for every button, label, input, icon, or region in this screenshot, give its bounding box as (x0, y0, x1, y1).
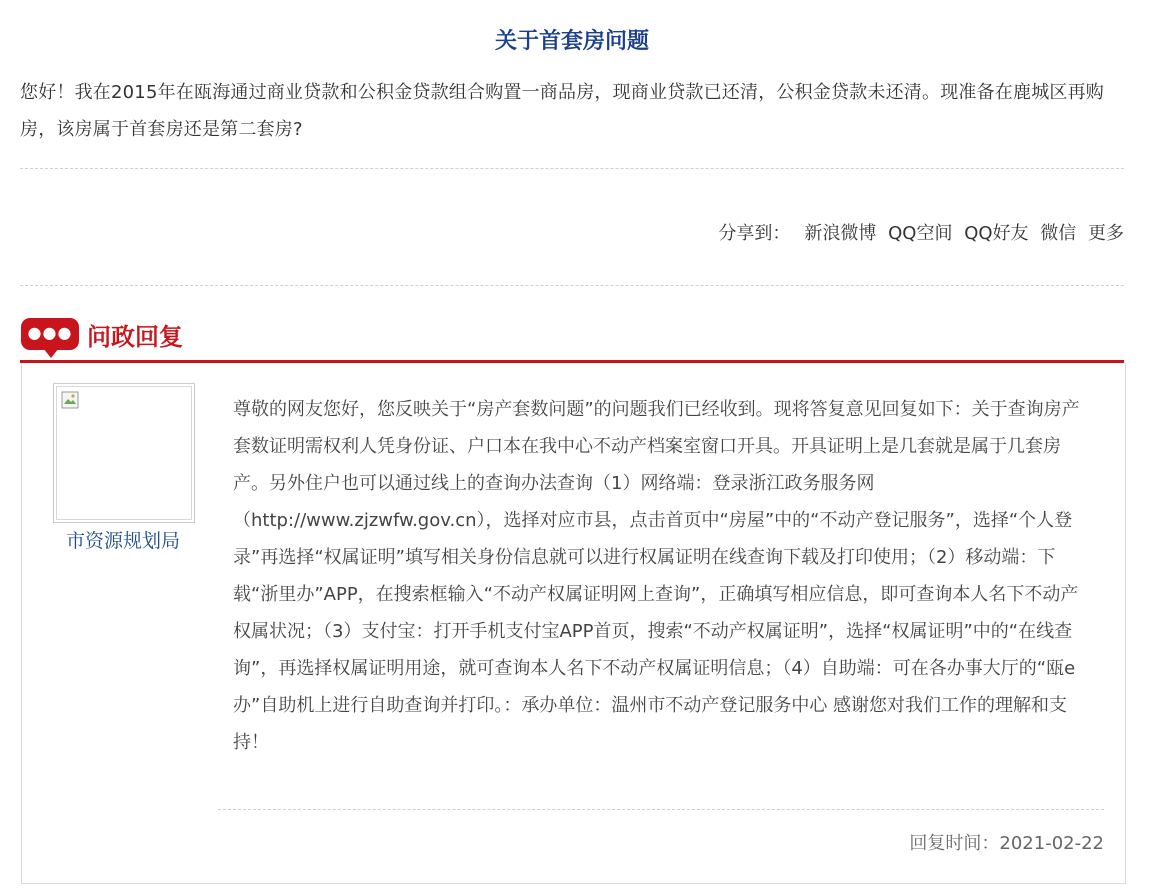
page-title: 关于首套房问题 (494, 29, 649, 54)
question-content: 您好！我在2015年在瓯海通过商业贷款和公积金贷款组合购置一商品房，现商业贷款已还清，公积金贷款未还清。现准备在鹿城区再购房，该房属于首套房还是第二套房? (20, 82, 1105, 140)
share-qq-friend-link[interactable]: QQ好友 (964, 223, 1029, 244)
share-label: 分享到： (718, 223, 791, 244)
share-qzone-link[interactable]: QQ空间 (888, 223, 953, 244)
divider (218, 809, 1104, 810)
share-bar (20, 216, 1124, 252)
reply-time-value: 2021-02-22 (999, 833, 1104, 854)
reply-content: 尊敬的网友您好，您反映关于“房产套数问题”的问题我们已经收到。现将答复意见回复如下：关于查询房产套数证明需权利人凭身份证、户口本在我中心不动产档案室窗口开具。开具证明上是几套就是属于几套房产。另外住户也可以通过线上的查询办法查询（1）网络端：登录浙江政务服务网（http://www.zjzwfw.gov.cn），选择对应市县，点击首页中“房屋”中的“不动产登记服务”，选择“个人登录”再选择“权属证明”填写相关身份信息就可以进行权属证明在线查询下载及打印使用；（2）移动端：下载“浙里办”APP，在搜索框输入“不动产权属证明网上查询”，正确填写相应信息，即可查询本人名下不动产权属状况；（3）支付宝：打开手机支付宝APP首页，搜索“不动产权属证明”，选择“权属证明”中的“在线查询”，再选择权属证明用途，就可查询本人名下不动产权属证明信息；（4）自助端：可在各办事大厅的“瓯e办”自助机上进行自助查询并打印。：承办单位：温州市不动产登记服务中心 感谢您对我们工作的理解和支持！ (233, 399, 1080, 753)
share-weibo-link[interactable]: 新浪微博 (804, 223, 877, 244)
reply-time (909, 829, 1104, 859)
broken-image-icon (61, 391, 79, 409)
chat-bubble-icon: ●●● (21, 318, 79, 350)
divider (20, 285, 1124, 286)
share-more-link[interactable]: 更多 (1088, 223, 1124, 244)
reply-section-header (20, 316, 1124, 363)
department-avatar (53, 383, 195, 523)
page-content (20, 0, 1124, 884)
reply-section-title: 问政回复 (87, 323, 183, 351)
reply-box (21, 363, 1126, 884)
department-name[interactable]: 市资源规划局 (65, 530, 180, 552)
divider (20, 168, 1124, 169)
reply-time-label: 回复时间： (909, 833, 1000, 854)
share-wechat-link[interactable]: 微信 (1040, 223, 1077, 244)
